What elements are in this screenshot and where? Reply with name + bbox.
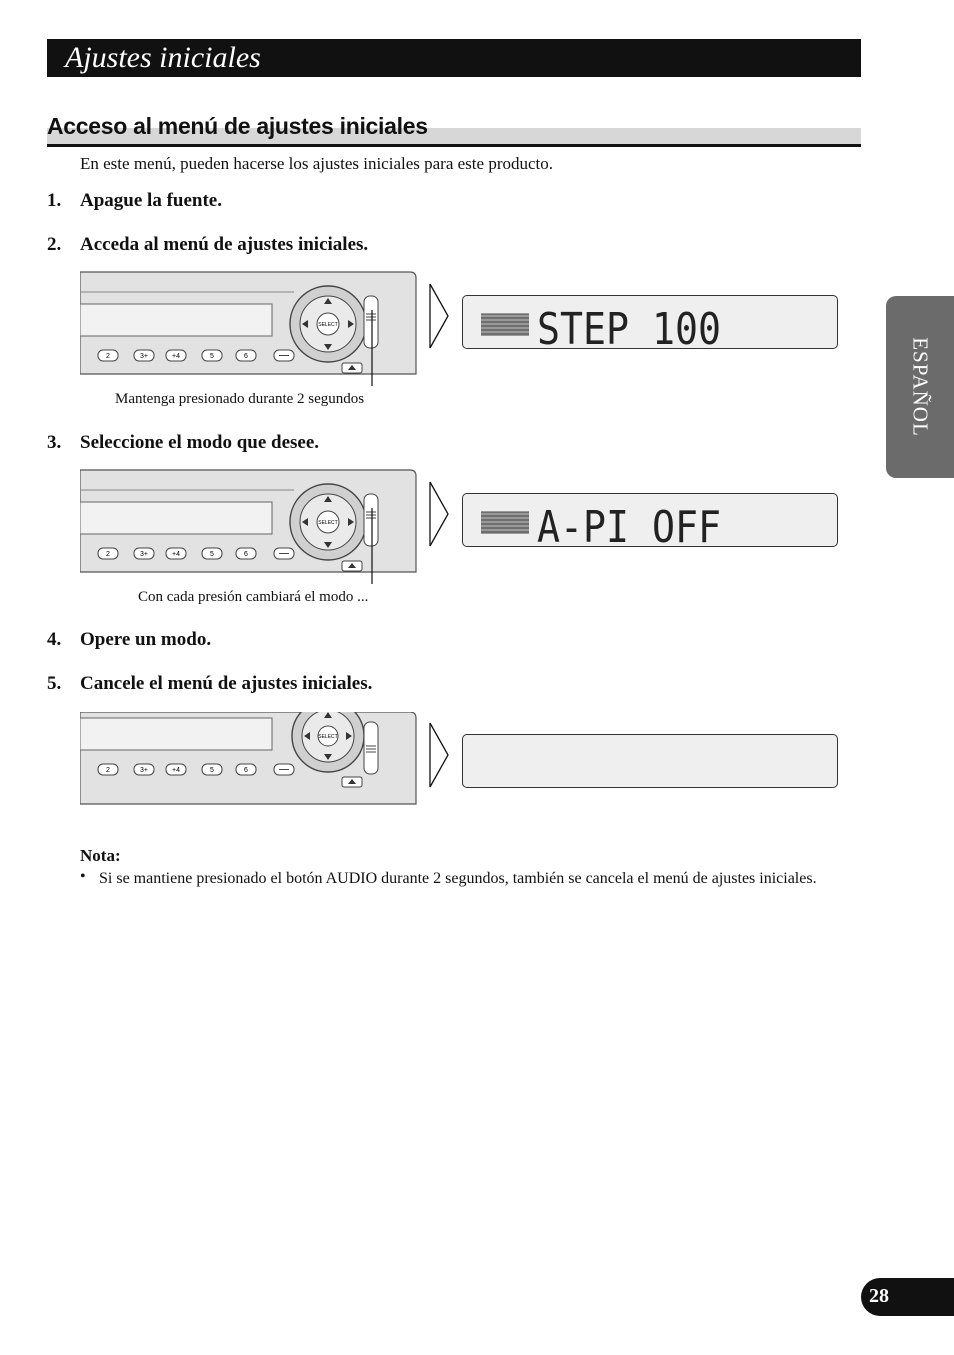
- figure-caption: Mantenga presionado durante 2 segundos: [115, 391, 365, 407]
- preset-label: 5: [210, 551, 214, 558]
- preset-label: +4: [172, 353, 180, 360]
- lcd-display: [462, 493, 838, 547]
- preset-label: +4: [172, 551, 180, 558]
- section-rule: [47, 144, 861, 147]
- step-label: Acceda al menú de ajustes iniciales.: [80, 234, 369, 255]
- level-meter-icon: [481, 314, 529, 336]
- note-title: Nota:: [80, 846, 121, 865]
- preset-label: 6: [244, 551, 248, 558]
- page-number: 28: [869, 1285, 889, 1307]
- language-tab-label: ESPAÑOL: [908, 337, 933, 437]
- head-unit-illustration: [80, 712, 420, 808]
- lcd-text: A-PI OFF: [537, 502, 721, 546]
- step-number: 1.: [47, 190, 62, 211]
- step-label: Apague la fuente.: [80, 190, 222, 211]
- lcd-text: STEP 100: [537, 304, 721, 348]
- lcd-display: [462, 295, 838, 349]
- step-number: 2.: [47, 234, 62, 255]
- preset-label: 6: [244, 353, 248, 360]
- step-number: 4.: [47, 629, 62, 650]
- title-bar: [47, 39, 861, 77]
- language-tab: [886, 296, 954, 478]
- head-unit-drawing: [80, 468, 420, 588]
- head-unit-illustration: [80, 270, 420, 390]
- intro-text: En este menú, pueden hacerse los ajustes iniciales para este producto.: [80, 154, 553, 173]
- arrow-right-icon: [428, 481, 450, 552]
- section-heading: [47, 111, 861, 147]
- preset-label: 5: [210, 353, 214, 360]
- page-title: Ajustes iniciales: [65, 41, 261, 74]
- step-label: Cancele el menú de ajustes iniciales.: [80, 673, 373, 694]
- preset-label: 3+: [140, 551, 148, 558]
- preset-label: 3+: [140, 767, 148, 774]
- level-meter-icon: [481, 512, 529, 534]
- preset-label: 2: [106, 353, 110, 360]
- head-unit-drawing: [80, 270, 420, 390]
- step-label: Opere un modo.: [80, 629, 212, 650]
- preset-label: 3+: [140, 353, 148, 360]
- arrow-right-icon: [428, 722, 450, 793]
- figure-caption: Con cada presión cambiará el modo ...: [138, 589, 369, 605]
- preset-label: +4: [172, 767, 180, 774]
- preset-label: 2: [106, 767, 110, 774]
- step-number: 5.: [47, 673, 62, 694]
- select-button-label: SELECT: [318, 734, 338, 740]
- page-number-badge: [861, 1278, 954, 1316]
- head-unit-illustration: [80, 468, 420, 588]
- lcd-display-blank: [462, 734, 838, 788]
- note-bullet: •: [80, 868, 86, 885]
- step-number: 3.: [47, 432, 62, 453]
- select-button-label: SELECT: [318, 520, 338, 526]
- section-heading-text: Acceso al menú de ajustes iniciales: [47, 113, 428, 139]
- select-button-label: SELECT: [318, 322, 338, 328]
- step-label: Seleccione el modo que desee.: [80, 432, 320, 453]
- preset-label: 2: [106, 551, 110, 558]
- preset-label: 6: [244, 767, 248, 774]
- arrow-right-icon: [428, 283, 450, 354]
- head-unit-drawing: [80, 712, 420, 808]
- preset-label: 5: [210, 767, 214, 774]
- note-text: Si se mantiene presionado el botón AUDIO durante 2 segundos, también se cancela el menú de ajustes iniciales.: [99, 870, 817, 887]
